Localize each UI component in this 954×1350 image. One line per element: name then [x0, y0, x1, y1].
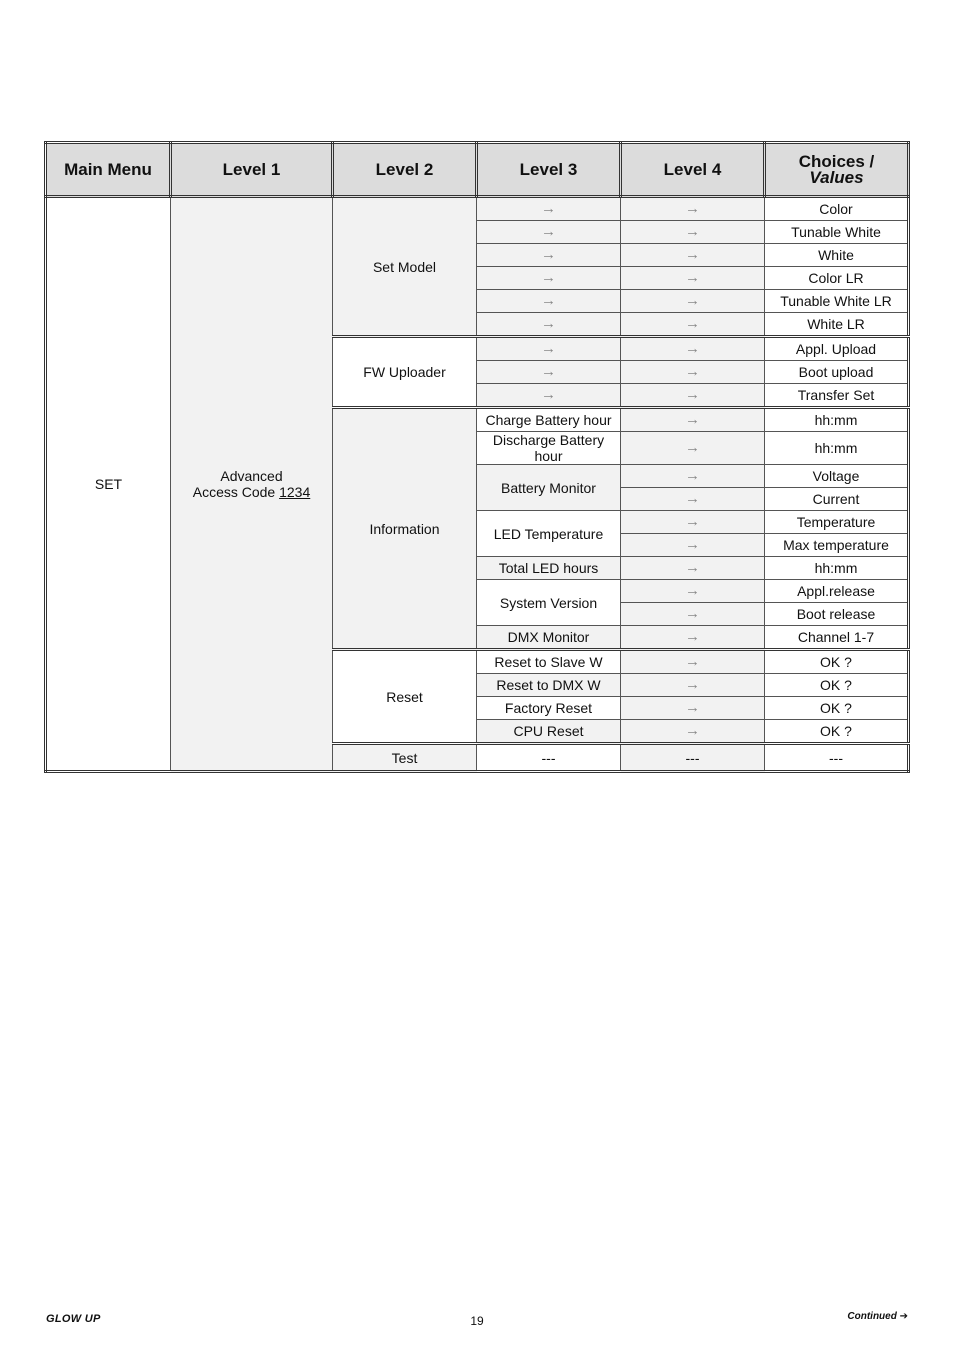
level1-advanced	[171, 197, 333, 772]
choice-value: White	[765, 244, 909, 267]
arrow-icon: →	[621, 488, 765, 511]
level3-battery-monitor: Battery Monitor	[477, 465, 621, 511]
arrow-icon: →	[621, 650, 765, 674]
arrow-icon: →	[621, 267, 765, 290]
level3-charge-battery: Charge Battery hour	[477, 408, 621, 432]
level3-dmx-monitor: DMX Monitor	[477, 626, 621, 650]
header-main-menu: Main Menu	[46, 143, 171, 197]
arrow-icon: →	[621, 197, 765, 221]
arrow-icon: →	[477, 337, 621, 361]
choice-value: Boot upload	[765, 361, 909, 384]
choice-value: Channel 1-7	[765, 626, 909, 650]
arrow-icon: →	[477, 361, 621, 384]
arrow-icon: →	[621, 674, 765, 697]
choice-value: ---	[765, 744, 909, 772]
level3-reset-item: CPU Reset	[477, 720, 621, 744]
arrow-icon: →	[621, 720, 765, 744]
level1-line2-prefix: Access Code	[192, 484, 280, 500]
access-code: 1234	[279, 484, 311, 500]
level3-reset-item: Reset to Slave W	[477, 650, 621, 674]
arrow-icon: →	[477, 267, 621, 290]
choice-value: White LR	[765, 313, 909, 337]
header-level2: Level 2	[333, 143, 477, 197]
arrow-icon: →	[621, 465, 765, 488]
header-choices-line1: Choices /	[798, 151, 875, 171]
arrow-icon: →	[477, 221, 621, 244]
menu-structure-table	[44, 141, 910, 773]
footer-product-name: GLOW UP	[46, 1313, 101, 1325]
arrow-icon: →	[621, 384, 765, 408]
arrow-icon: →	[621, 361, 765, 384]
arrow-icon: →	[477, 290, 621, 313]
choice-value: Boot release	[765, 603, 909, 626]
arrow-icon: →	[621, 534, 765, 557]
arrow-icon: →	[621, 244, 765, 267]
arrow-icon: →	[477, 384, 621, 408]
header-row	[46, 143, 909, 197]
level1-line1: Advanced	[220, 468, 283, 484]
level2-set-model: Set Model	[333, 197, 477, 337]
header-level4: Level 4	[621, 143, 765, 197]
choice-value: Appl.release	[765, 580, 909, 603]
arrow-icon: →	[477, 197, 621, 221]
header-choices	[765, 143, 909, 197]
level4-test: ---	[621, 744, 765, 772]
choice-value: Appl. Upload	[765, 337, 909, 361]
choice-value: Current	[765, 488, 909, 511]
choice-value: Transfer Set	[765, 384, 909, 408]
choice-value: Color LR	[765, 267, 909, 290]
choice-value: OK ?	[765, 720, 909, 744]
level2-fw-uploader: FW Uploader	[333, 337, 477, 408]
header-level3: Level 3	[477, 143, 621, 197]
choice-value: OK ?	[765, 650, 909, 674]
choice-value: Max temperature	[765, 534, 909, 557]
arrow-icon: →	[621, 603, 765, 626]
level3-discharge-battery: Discharge Battery hour	[477, 432, 621, 465]
arrow-icon: →	[621, 337, 765, 361]
arrow-icon: →	[621, 580, 765, 603]
level2-reset: Reset	[333, 650, 477, 744]
arrow-icon: →	[621, 408, 765, 432]
arrow-icon: →	[621, 557, 765, 580]
choice-value: OK ?	[765, 674, 909, 697]
main-menu-set: SET	[46, 197, 171, 772]
level2-test: Test	[333, 744, 477, 772]
level3-led-temperature: LED Temperature	[477, 511, 621, 557]
choice-value: hh:mm	[765, 408, 909, 432]
footer-page-number: 19	[470, 1314, 484, 1328]
table-row	[46, 197, 909, 221]
choice-value: hh:mm	[765, 432, 909, 465]
arrow-icon: →	[477, 244, 621, 267]
arrow-icon: →	[621, 511, 765, 534]
header-choices-line2: Values	[809, 167, 864, 187]
choice-value: Tunable White	[765, 221, 909, 244]
choice-value: Tunable White LR	[765, 290, 909, 313]
choice-value: Temperature	[765, 511, 909, 534]
level3-test: ---	[477, 744, 621, 772]
level2-information: Information	[333, 408, 477, 650]
header-level1: Level 1	[171, 143, 333, 197]
footer-continued: Continued ➔	[847, 1311, 908, 1322]
level3-system-version: System Version	[477, 580, 621, 626]
level3-total-led-hours: Total LED hours	[477, 557, 621, 580]
level3-reset-item: Reset to DMX W	[477, 674, 621, 697]
choice-value: OK ?	[765, 697, 909, 720]
arrow-icon: →	[621, 697, 765, 720]
arrow-icon: →	[621, 432, 765, 465]
arrow-icon: →	[477, 313, 621, 337]
arrow-icon: →	[621, 221, 765, 244]
choice-value: Voltage	[765, 465, 909, 488]
arrow-icon: →	[621, 313, 765, 337]
level3-reset-item: Factory Reset	[477, 697, 621, 720]
choice-value: hh:mm	[765, 557, 909, 580]
choice-value: Color	[765, 197, 909, 221]
arrow-icon: →	[621, 290, 765, 313]
arrow-icon: →	[621, 626, 765, 650]
